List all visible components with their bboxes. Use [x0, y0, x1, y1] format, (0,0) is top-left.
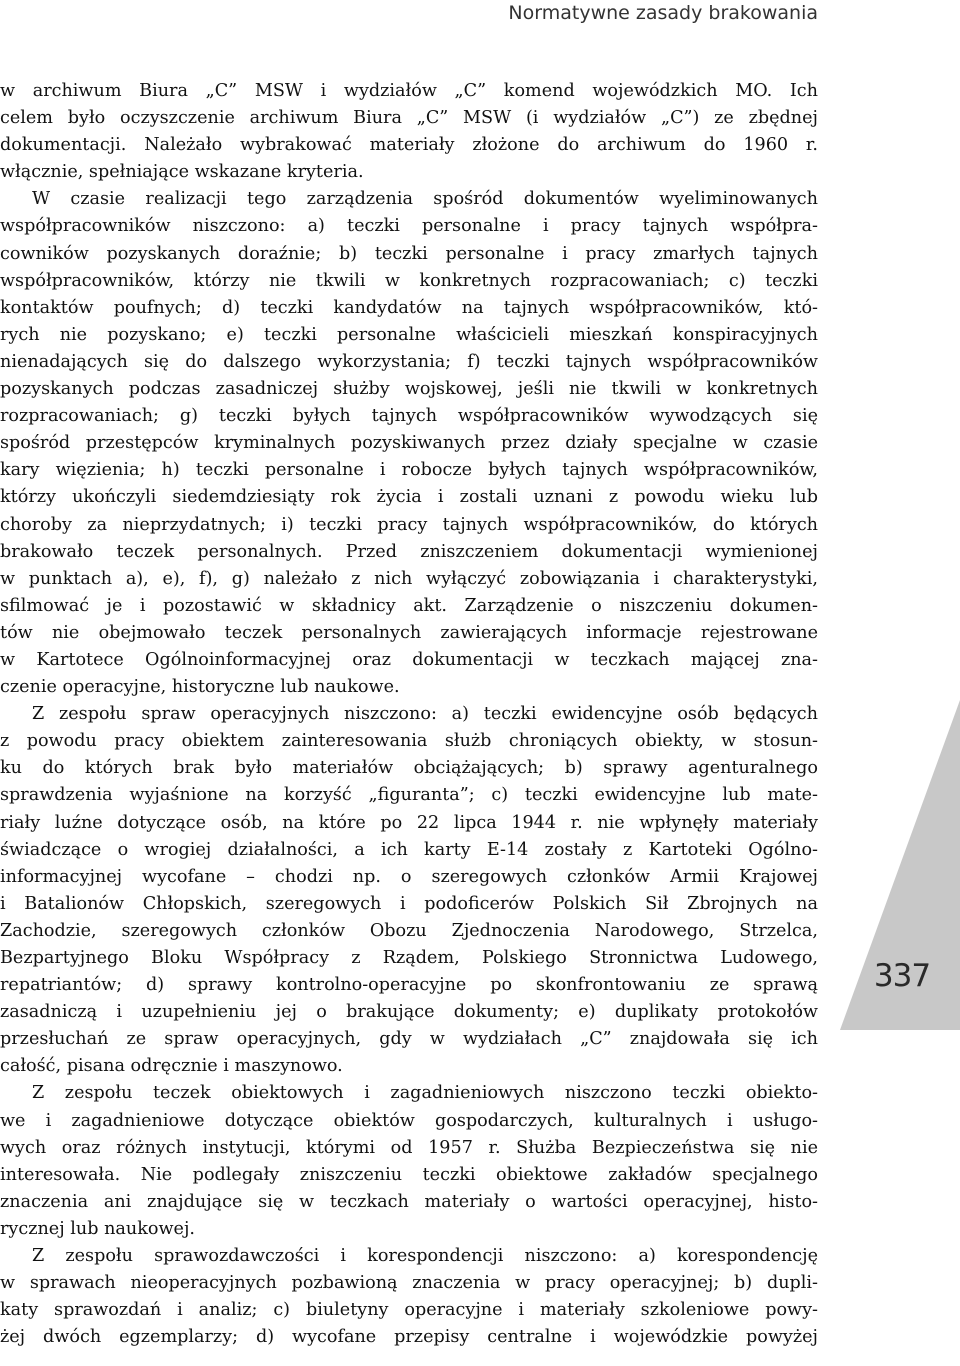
text-line: z powodu pracy obiektem zainteresowania służb chroniących obiekty, w stosun- [0, 731, 818, 752]
text-line: kontaktów poufnych; d) teczki kandydatów na tajnych współpracowników, któ- [0, 297, 818, 318]
text-line: brakowało teczek personalnych. Przed zniszczeniem dokumentacji wymienionej [0, 541, 818, 562]
text-line: rycznej lub naukowej. [0, 1218, 196, 1239]
text-line: repatriantów; d) sprawy kontrolno-operacyjne po skonfrontowaniu ze sprawą [0, 975, 818, 996]
text-line: riały luźne dotyczące osób, na które po 22 lipca 1944 r. nie wpłynęły materiały [0, 812, 818, 833]
text-line: włącznie, spełniające wskazane kryteria. [0, 162, 364, 183]
text-line: we i zagadnieniowe dotyczące obiektów gospodarczych, kulturalnych i usługo- [0, 1110, 818, 1131]
text-line: dokumentacji. Należało wybrakować materiały złożone do archiwum do 1960 r. [0, 135, 818, 156]
text-line: wych oraz różnych instytucji, którymi od 1957 r. Służba Bezpieczeństwa się nie [0, 1137, 818, 1158]
text-line: informacyjnej wycofane – chodzi np. o szeregowych członków Armii Krajowej [0, 866, 818, 887]
paragraph-first-line: W czasie realizacji tego zarządzenia spośród dokumentów wyeliminowanych [32, 189, 818, 210]
text-line: w punktach a), e), f), g) należało z nich wyłączyć zobowiązania i charakterystyki, [0, 568, 818, 589]
text-line: rozpracowaniach; g) teczki byłych tajnych współpracowników wywodzących się [0, 406, 818, 427]
text-line: Bezpartyjnego Bloku Współpracy z Rządem, Polskiego Stronnictwa Ludowego, [0, 948, 818, 968]
text-line: katy sprawozdań i analiz; c) biuletyny operacyjne i materiały szkoleniowe powy- [0, 1300, 818, 1321]
text-line: nienadających się do dalszego wykorzystania; f) teczki tajnych współpracowników [0, 351, 818, 372]
text-line: tów nie obejmowało teczek personalnych zawierających informacje rejestrowane [0, 622, 818, 643]
paragraph-first-line: Z zespołu sprawozdawczości i korespondencji niszczono: a) korespondencję [32, 1246, 818, 1267]
text-line: i Batalionów Chłopskich, szeregowych i podoficerów Polskich Sił Zbrojnych na [0, 893, 818, 914]
text-line: Zachodzie, szeregowych członków Obozu Zjednoczenia Narodowego, Strzelca, [0, 920, 818, 941]
text-line: spośród przestępców kryminalnych pozyskiwanych przez działy specjalne w czasie [0, 433, 818, 454]
text-line: w archiwum Biura „C” MSW i wydziałów „C” komend wojewódzkich MO. Ich [0, 81, 818, 101]
text-line: czenie operacyjne, historyczne lub naukowe. [0, 677, 400, 698]
running-header-title: Normatywne zasady brakowania [508, 2, 818, 24]
page-number: 337 [873, 958, 931, 994]
text-line: choroby za nieprzydatnych; i) teczki pracy tajnych współpracowników, do których [0, 514, 818, 535]
text-line: rych nie pozyskano; e) teczki personalne właścicieli mieszkań konspiracyjnych [0, 324, 818, 345]
text-line: pozyskanych podczas zasadniczej służby wojskowej, jeśli nie tkwili w konkretnych [0, 379, 818, 400]
text-line: interesowała. Nie podlegały zniszczeniu teczki obiektowe zakładów specjalnego [0, 1164, 818, 1185]
text-line: ku do których brak było materiałów obciążających; b) sprawy agenturalnego [0, 758, 818, 779]
text-line: sfilmować je i pozostawić w składnicy akt. Zarządzenie o niszczeniu dokumen- [0, 595, 818, 616]
text-line: którzy ukończyli siedemdziesiąty rok życia i zostali uznani z powodu wieku lub [0, 487, 818, 508]
text-line: świadczące o wrogiej działalności, a ich karty E-14 zostały z Kartoteki Ogólno- [0, 839, 818, 860]
paragraph-first-line: Z zespołu spraw operacyjnych niszczono: a) teczki ewidencyjne osób będących [32, 704, 818, 725]
text-line: całość, pisana odręcznie i maszynowo. [0, 1056, 343, 1077]
text-line: w Kartotece Ogólnoinformacyjnej oraz dokumentacji w teczkach mającej zna- [0, 649, 818, 670]
text-line: kary więzienia; h) teczki personalne i robocze byłych tajnych współpracowników, [0, 460, 818, 481]
text-line: cowników pozyskanych doraźnie; b) teczki personalne i pracy zmarłych tajnych [0, 243, 818, 264]
text-line: zasadniczą i uzupełnieniu jej o brakujące dokumenty; e) duplikaty protokołów [0, 1002, 818, 1023]
paragraph-first-line: Z zespołu teczek obiektowych i zagadnieniowych niszczono teczki obiekto- [32, 1083, 818, 1104]
body-text [0, 78, 818, 1351]
text-line: współpracowników, którzy nie tkwili w konkretnych rozpracowaniach; c) teczki [0, 270, 818, 291]
text-line: przesłuchań ze spraw operacyjnych, gdy w wydziałach „C” znajdowała się ich [0, 1029, 818, 1050]
text-line: żej dwóch egzemplarzy; d) wycofane przepisy centralne i wojewódzkie powyżej [0, 1327, 818, 1348]
text-line: współpracowników niszczono: a) teczki personalne i pracy tajnych współpra- [0, 216, 818, 237]
text-line: celem było oczyszczenie archiwum Biura „C” MSW (i wydziałów „C”) ze zbędnej [0, 108, 818, 129]
text-line: w sprawach nieoperacyjnych pozbawioną znaczenia w pracy operacyjnej; b) dupli- [0, 1273, 818, 1294]
text-line: sprawdzenia wyjaśnione na korzyść „figuranta”; c) teczki ewidencyjne lub mate- [0, 785, 818, 806]
text-line: znaczenia ani znajdujące się w teczkach materiały o wartości operacyjnej, histo- [0, 1191, 818, 1212]
